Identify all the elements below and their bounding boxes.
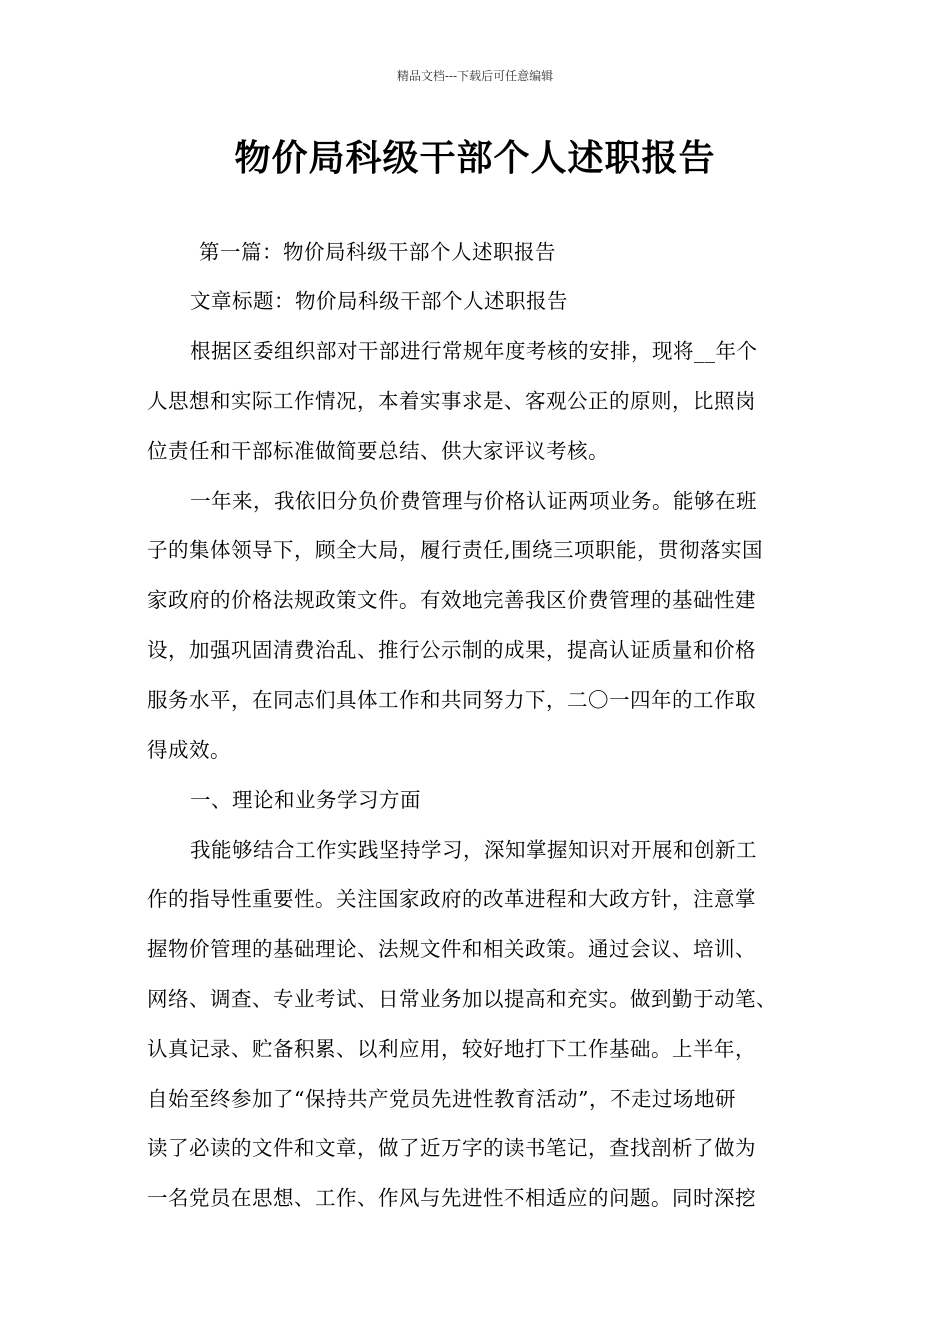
paragraph-line: 位责任和干部标准做简要总结、供大家评议考核。	[147, 439, 609, 463]
paragraph-line: 握物价管理的基础理论、法规文件和相关政策。通过会议、培训、	[147, 937, 756, 961]
paragraph-line: 根据区委组织部对干部进行常规年度考核的安排，现将__年个	[190, 339, 758, 363]
paragraph-line: 认真记录、贮备积累、以利应用，较好地打下工作基础。上半年，	[147, 1037, 756, 1061]
paragraph-line: 作的指导性重要性。关注国家政府的改革进程和大政方针，注意掌	[147, 887, 756, 911]
document-title: 物价局科级干部个人述职报告	[234, 138, 716, 179]
subsection-heading-line: 一、理论和业务学习方面	[190, 788, 421, 812]
paragraph-line: 我能够结合工作实践坚持学习，深知掌握知识对开展和创新工	[190, 838, 757, 862]
paragraph-line: 子的集体领导下，顾全大局，履行责任,围绕三项职能，贯彻落实国	[147, 538, 764, 562]
paragraph-line: 家政府的价格法规政策文件。有效地完善我区价费管理的基础性建	[147, 588, 756, 612]
paragraph-line: 自始至终参加了“保持共产党员先进性教育活动”，不走过场地研	[147, 1087, 736, 1111]
section-heading-line: 第一篇：物价局科级干部个人述职报告	[199, 240, 556, 264]
paragraph-line: 网络、调查、专业考试、日常业务加以提高和充实。做到勤于动笔、	[147, 987, 777, 1011]
paragraph-line: 得成效。	[147, 738, 231, 762]
paragraph-line: 服务水平，在同志们具体工作和共同努力下，二〇一四年的工作取	[147, 688, 756, 712]
paragraph-line: 人思想和实际工作情况，本着实事求是、客观公正的原则，比照岗	[147, 389, 756, 413]
paragraph-line: 设，加强巩固清费治乱、推行公示制的成果，提高认证质量和价格	[147, 638, 756, 662]
paragraph-line: 读了必读的文件和文章，做了近万字的读书笔记，查找剖析了做为	[147, 1136, 756, 1160]
paragraph-line: 一名党员在思想、工作、作风与先进性不相适应的问题。同时深挖	[147, 1186, 756, 1210]
article-title-line: 文章标题：物价局科级干部个人述职报告	[190, 289, 568, 313]
header-note: 精品文档---下载后可任意编辑	[396, 69, 554, 83]
paragraph-line: 一年来，我依旧分负价费管理与价格认证两项业务。能够在班	[190, 489, 757, 513]
